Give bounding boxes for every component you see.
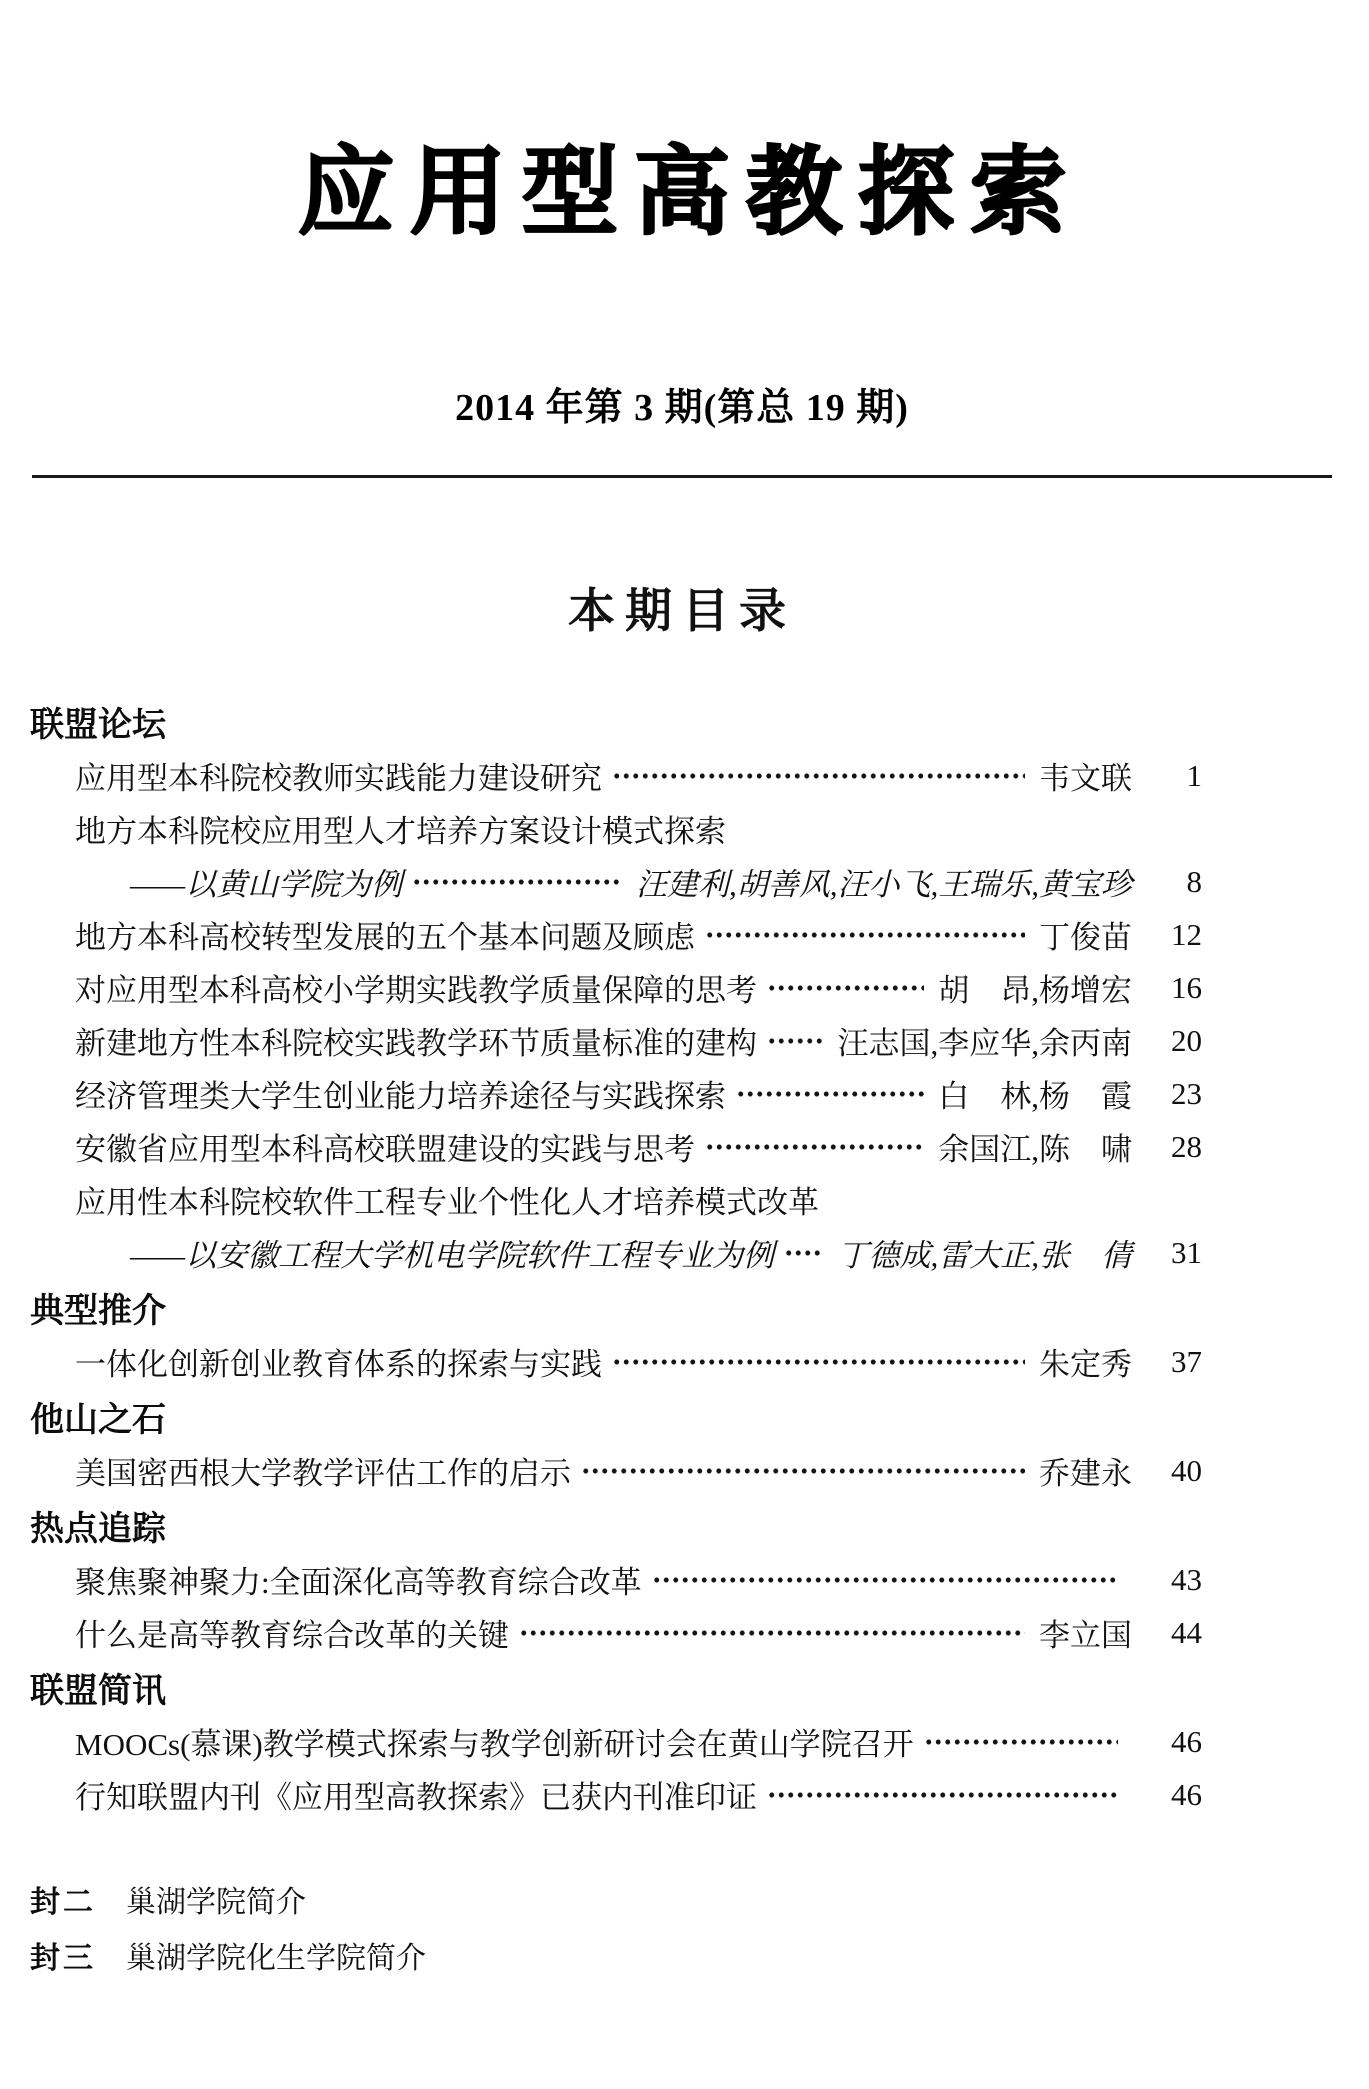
entry-subtitle: ——以安徽工程大学机电学院软件工程专业为例: [130, 1238, 775, 1274]
entry-authors: 胡 昂,杨增宏: [938, 973, 1132, 1009]
toc-section-hot-topics: [30, 1497, 1202, 1659]
entry-title: 应用性本科院校软件工程专业个性化人才培养模式改革: [75, 1185, 819, 1221]
entry-title: 地方本科高校转型发展的五个基本问题及顾虑: [75, 920, 695, 956]
entry-authors: 韦文联: [1039, 761, 1132, 797]
entry-title-line: [30, 1173, 1202, 1226]
issue-line: 2014 年第 3 期(第总 19 期): [455, 387, 909, 430]
cover-notes: [30, 1871, 1369, 1983]
entry-subtitle: ——以黄山学院为例: [130, 867, 403, 903]
entry-authors: 汪建利,胡善风,汪小飞,王瑞乐,黄宝珍: [636, 867, 1132, 903]
entry-page-number: 12: [1171, 916, 1202, 952]
toc-entry: [30, 1768, 1202, 1821]
entry-title: 美国密西根大学教学评估工作的启示: [75, 1456, 571, 1492]
toc-entry: [30, 1120, 1202, 1173]
entry-authors: 汪志国,李应华,余丙南: [837, 1026, 1132, 1062]
entry-title: 聚焦聚神聚力:全面深化高等教育综合改革: [75, 1565, 642, 1601]
entry-title: 经济管理类大学生创业能力培养途径与实践探索: [75, 1079, 726, 1115]
entry-authors: 丁俊苗: [1039, 920, 1132, 956]
dot-leader: [412, 855, 622, 908]
entry-authors: 余国江,陈 啸: [938, 1132, 1132, 1168]
toc-section-alliance-news: [30, 1659, 1202, 1821]
entry-authors: 丁德成,雷大正,张 倩: [837, 1238, 1132, 1274]
entry-title: 应用型本科院校教师实践能力建设研究: [75, 761, 602, 797]
toc-entry: [30, 1606, 1202, 1659]
dot-leader: [705, 1120, 924, 1173]
entry-title: 地方本科院校应用型人才培养方案设计模式探索: [75, 814, 726, 850]
toc-entry: [30, 1067, 1202, 1120]
entry-page-number: 1: [1186, 757, 1202, 793]
dot-leader: [767, 961, 924, 1014]
toc-section-model-intro: [30, 1279, 1202, 1388]
journal-logo-calligraphy: 应用型高教探索: [298, 139, 1082, 246]
cover-text: 巢湖学院化生学院简介: [126, 1942, 426, 1976]
entry-authors: 李立国: [1039, 1618, 1132, 1654]
toc-title: 本期目录: [568, 584, 796, 638]
entry-title: MOOCs(慕课)教学模式探索与教学创新研讨会在黄山学院召开: [75, 1727, 914, 1763]
toc-entry: [30, 1444, 1202, 1497]
toc-entry: [30, 961, 1202, 1014]
section-heading: 热点追踪: [30, 1509, 166, 1548]
entry-page-number: 46: [1171, 1776, 1202, 1812]
entry-page-number: 40: [1171, 1452, 1202, 1488]
entry-authors: 白 林,杨 霞: [938, 1079, 1132, 1115]
dot-leader: [612, 749, 1025, 802]
toc-entry: [30, 1335, 1202, 1388]
section-heading: 联盟简讯: [30, 1671, 166, 1710]
toc-entry: [30, 1715, 1202, 1768]
toc-entry: [30, 1014, 1202, 1067]
entry-subtitle-line: [30, 1226, 1202, 1279]
toc-entry: [30, 749, 1202, 802]
entry-page-number: 44: [1171, 1614, 1202, 1650]
dot-leader: [705, 908, 1025, 961]
dot-leader: [652, 1553, 1118, 1606]
cover-note-item: [30, 1871, 1369, 1927]
entry-title: 一体化创新创业教育体系的探索与实践: [75, 1347, 602, 1383]
toc-entry: [30, 802, 1202, 908]
dot-leader: [581, 1444, 1025, 1497]
cover-note-item: [30, 1927, 1369, 1983]
entry-page-number: 31: [1171, 1234, 1202, 1270]
entry-page-number: 20: [1171, 1022, 1202, 1058]
toc-section-other-stones: [30, 1388, 1202, 1497]
divider-rule: [32, 475, 1332, 478]
entry-title: 安徽省应用型本科高校联盟建设的实践与思考: [75, 1132, 695, 1168]
dot-leader: [767, 1014, 824, 1067]
entry-authors: 乔建永: [1039, 1456, 1132, 1492]
entry-title: 什么是高等教育综合改革的关键: [75, 1618, 509, 1654]
cover-text: 巢湖学院简介: [126, 1886, 306, 1920]
section-heading: 他山之石: [30, 1400, 166, 1439]
dot-leader: [924, 1715, 1118, 1768]
dot-leader: [767, 1768, 1118, 1821]
dot-leader: [736, 1067, 924, 1120]
entry-page-number: 37: [1171, 1343, 1202, 1379]
entry-page-number: 23: [1171, 1075, 1202, 1111]
toc-entry: [30, 908, 1202, 961]
entry-authors: 朱定秀: [1039, 1347, 1132, 1383]
dot-leader: [612, 1335, 1025, 1388]
entry-title-line: [30, 802, 1202, 855]
toc-list: [30, 693, 1202, 1821]
entry-page-number: 43: [1171, 1561, 1202, 1597]
entry-page-number: 8: [1186, 863, 1202, 899]
section-heading: 典型推介: [30, 1291, 166, 1330]
entry-page-number: 46: [1171, 1723, 1202, 1759]
toc-entry: [30, 1173, 1202, 1279]
page-header: [32, 0, 1332, 431]
entry-subtitle-line: [30, 855, 1202, 908]
entry-page-number: 16: [1171, 969, 1202, 1005]
cover-label: 封三: [30, 1942, 96, 1976]
entry-title: 行知联盟内刊《应用型高教探索》已获内刊准印证: [75, 1780, 757, 1816]
cover-label: 封二: [30, 1886, 96, 1920]
entry-page-number: 28: [1171, 1128, 1202, 1164]
dot-leader: [784, 1226, 823, 1279]
entry-title: 新建地方性本科院校实践教学环节质量标准的建构: [75, 1026, 757, 1062]
toc-entry: [30, 1553, 1202, 1606]
entry-title: 对应用型本科高校小学期实践教学质量保障的思考: [75, 973, 757, 1009]
toc-section-forum: [30, 693, 1202, 1279]
section-heading: 联盟论坛: [30, 705, 166, 744]
dot-leader: [519, 1606, 1025, 1659]
